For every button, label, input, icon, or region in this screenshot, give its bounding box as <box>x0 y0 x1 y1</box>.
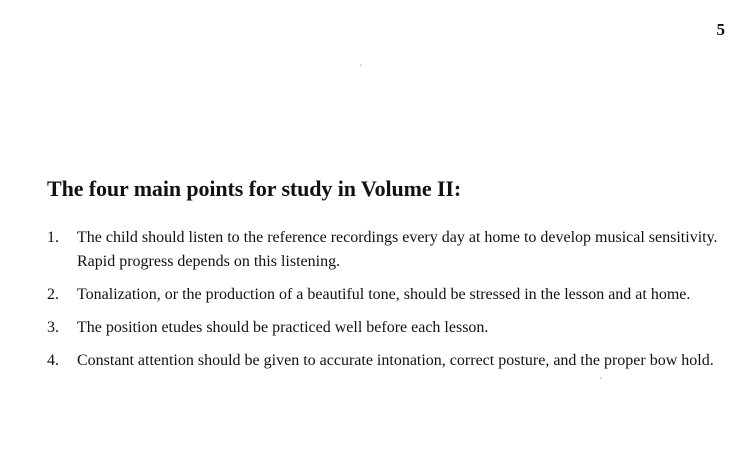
page-number: 5 <box>716 20 725 39</box>
scan-speck <box>600 377 602 379</box>
list-item-number: 4. <box>47 352 59 369</box>
section-heading: The four main points for study in Volume II: <box>47 176 462 201</box>
list-item <box>47 283 737 307</box>
study-points-list <box>47 226 737 382</box>
list-item <box>47 349 737 373</box>
list-item-number: 3. <box>47 319 59 336</box>
scan-speck <box>360 64 362 66</box>
list-item-text: Constant attention should be given to accurate intonation, correct posture, and the proper bow hold. <box>77 352 714 369</box>
list-item <box>47 226 737 274</box>
list-item-text: The child should listen to the reference recordings every day at home to develop musical sensitivity. Rapid progress depends on this listening. <box>77 229 718 270</box>
list-item-text: Tonalization, or the production of a beautiful tone, should be stressed in the lesson and at home. <box>77 286 691 303</box>
list-item-number: 1. <box>47 229 59 246</box>
list-item-text: The position etudes should be practiced well before each lesson. <box>77 319 489 336</box>
list-item-number: 2. <box>47 286 59 303</box>
list-item <box>47 316 737 340</box>
